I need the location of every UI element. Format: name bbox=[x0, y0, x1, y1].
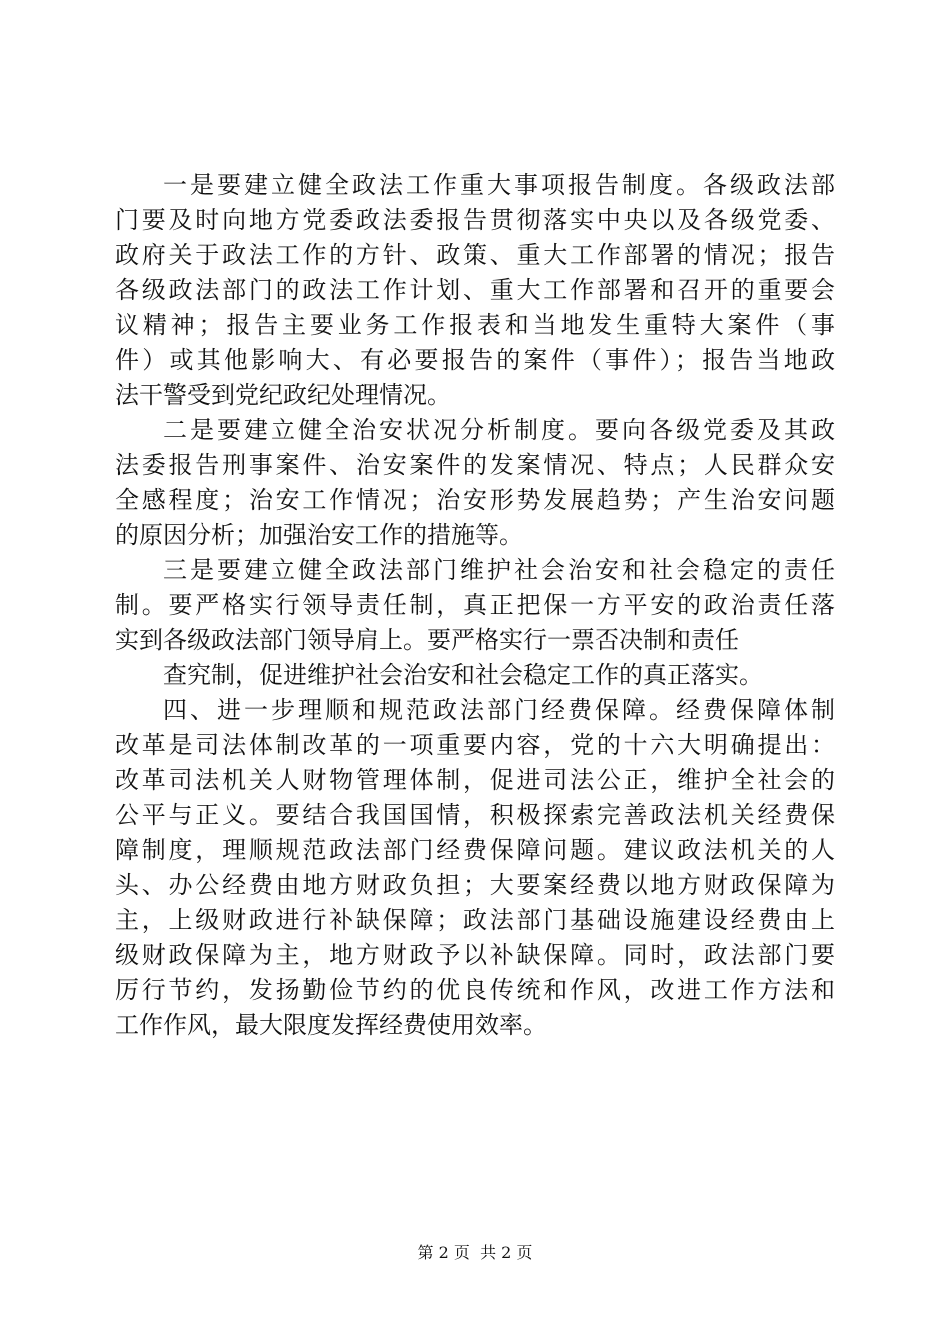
paragraph-4-line-7: 主，上级财政进行补缺保障；政法部门基础设施建设经费由上 bbox=[115, 906, 835, 934]
paragraph-4-line-4: 公平与正义。要结合我国国情，积极探索完善政法机关经费保 bbox=[115, 801, 835, 829]
paragraph-2-line-2: 法委报告刑事案件、治安案件的发案情况、特点；人民群众安 bbox=[115, 451, 835, 479]
paragraph-1-line-1: 一是要建立健全政法工作重大事项报告制度。各级政法部 bbox=[163, 171, 835, 199]
paragraph-1-line-5: 议精神；报告主要业务工作报表和当地发生重特大案件（事 bbox=[115, 311, 835, 339]
paragraph-1-line-4: 各级政法部门的政法工作计划、重大工作部署和召开的重要会 bbox=[115, 276, 835, 304]
paragraph-3-line-4: 查究制，促进维护社会治安和社会稳定工作的真正落实。 bbox=[163, 661, 763, 689]
page-number-footer: 第 2 页 共 2 页 bbox=[417, 1243, 533, 1262]
paragraph-4-line-6: 头、办公经费由地方财政负担；大要案经费以地方财政保障为 bbox=[115, 871, 835, 899]
paragraph-2-line-1: 二是要建立健全治安状况分析制度。要向各级党委及其政 bbox=[163, 416, 835, 444]
paragraph-3-line-2: 制。要严格实行领导责任制，真正把保一方平安的政治责任落 bbox=[115, 591, 835, 619]
paragraph-4-line-1: 四、进一步理顺和规范政法部门经费保障。经费保障体制 bbox=[163, 696, 835, 724]
paragraph-1-line-2: 门要及时向地方党委政法委报告贯彻落实中央以及各级党委、 bbox=[115, 206, 835, 234]
paragraph-2-line-4: 的原因分析；加强治安工作的措施等。 bbox=[115, 521, 523, 549]
paragraph-3-line-1: 三是要建立健全政法部门维护社会治安和社会稳定的责任 bbox=[163, 556, 835, 584]
paragraph-4-line-10: 工作作风，最大限度发挥经费使用效率。 bbox=[115, 1011, 547, 1039]
document-body bbox=[115, 168, 835, 1043]
paragraph-1-line-7: 法干警受到党纪政纪处理情况。 bbox=[115, 381, 451, 409]
paragraph-4-line-3: 改革司法机关人财物管理体制，促进司法公正，维护全社会的 bbox=[115, 766, 835, 794]
paragraph-2-line-3: 全感程度；治安工作情况；治安形势发展趋势；产生治安问题 bbox=[115, 486, 835, 514]
paragraph-4-line-8: 级财政保障为主，地方财政予以补缺保障。同时，政法部门要 bbox=[115, 941, 835, 969]
paragraph-3-line-3: 实到各级政法部门领导肩上。要严格实行一票否决制和责任 bbox=[115, 626, 739, 654]
paragraph-1-line-3: 政府关于政法工作的方针、政策、重大工作部署的情况；报告 bbox=[115, 241, 835, 269]
paragraph-4-line-5: 障制度，理顺规范政法部门经费保障问题。建议政法机关的人 bbox=[115, 836, 835, 864]
paragraph-4-line-2: 改革是司法体制改革的一项重要内容，党的十六大明确提出： bbox=[115, 731, 835, 759]
paragraph-4-line-9: 厉行节约，发扬勤俭节约的优良传统和作风，改进工作方法和 bbox=[115, 976, 835, 1004]
paragraph-1-line-6: 件）或其他影响大、有必要报告的案件（事件）；报告当地政 bbox=[115, 346, 835, 374]
